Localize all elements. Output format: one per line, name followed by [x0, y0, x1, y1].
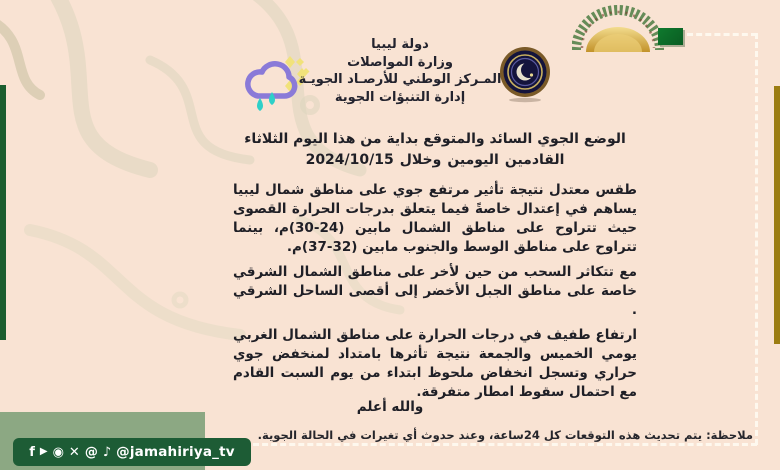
report-title-line1: الوضع الجوي السائد والمتوقع بداية من هذا اليوم الثلاثاء — [244, 131, 626, 147]
left-accent-bar — [0, 85, 6, 340]
social-handle: @jamahiriya_tv — [116, 444, 235, 460]
forecast-paragraph-clouds: مع تتكاثر السحب من حين لأخر على مناطق الشمال الشرقي خاصة على مناطق الجبل الأخضر إلى أقصى الساحل الشرقي . — [233, 264, 637, 318]
social-banner[interactable] — [13, 438, 251, 466]
report-title-date-line: 2024/10/15 وخلال اليومين القادمين — [305, 152, 565, 168]
right-accent-bar — [774, 86, 780, 344]
report-title — [210, 129, 660, 171]
forecast-body — [233, 181, 637, 408]
facebook-icon: f — [29, 444, 35, 460]
tiktok-icon: ♪ — [102, 444, 112, 460]
forecast-paragraph-temperatures: طقس معتدل نتيجة تأثير مرتفع جوي على مناطق شمال ليبيا يساهم في إعتدال خاصةً فيما يتعلق بدرجات الحرارة القصوى حيث تتراوح على مناطق الشمال مابين (24-30)م، بينما تتراوح على مناطق الوسط والجنوب مابين (32-37)م. — [233, 182, 638, 255]
org-line-ministry: وزارة المواصلات — [347, 54, 453, 70]
dashed-border-right — [755, 33, 758, 445]
x-icon: ✕ — [68, 444, 80, 460]
youtube-icon: ▶ — [39, 446, 48, 457]
met-center-crescent-logo — [499, 45, 551, 105]
org-line-center: المـركز الوطني للأرصـاد الجويـة — [298, 72, 502, 87]
update-note: ملاحظة: يتم تحديث هذه التوقعات كل 24ساعة، وعند حدوث أي تغيرات في الحالة الجوية. — [257, 428, 753, 442]
green-flag-rect — [658, 28, 683, 45]
forecast-paragraph-outlook: ارتفاع طفيف في درجات الحرارة على مناطق الشمال الغربي يومي الخميس والجمعة نتيجة تأثرها بامتداد لمنخفض جوي حراري وتسجل انخفاض ملحوظ ابتداء من يوم السبت القادم مع احتمال سقوط امطار متفرقة. — [233, 327, 637, 400]
instagram-icon: ◉ — [52, 444, 64, 460]
org-line-country: دولة ليبيا — [371, 37, 429, 52]
jamahiriya-dome-logo — [572, 4, 664, 54]
org-header — [280, 36, 520, 106]
dashed-border-top — [687, 33, 757, 36]
dashed-border-bottom — [253, 443, 757, 446]
org-line-department: إدارة التنبؤات الجوية — [334, 89, 466, 105]
threads-icon: @ — [84, 444, 98, 460]
closing-phrase: والله أعلم — [356, 399, 424, 415]
